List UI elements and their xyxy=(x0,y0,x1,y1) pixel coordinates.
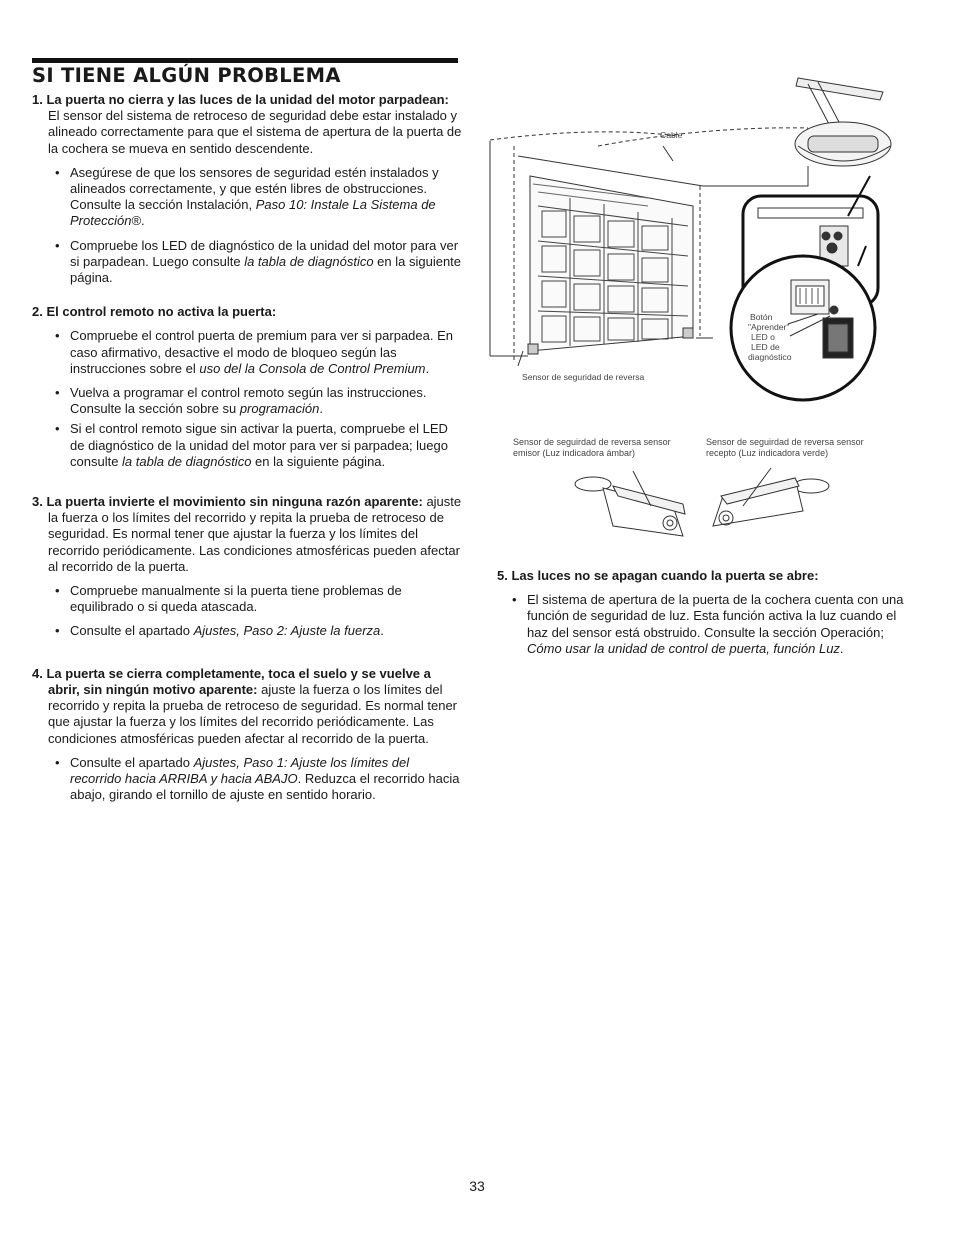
item-5 xyxy=(497,568,905,657)
bullet: • El sistema de apertura de la puerta de la cochera cuenta con una función de seguridad de luz. Esta función activa la luz cuando el haz del sensor está obstruido. Consulte la sección Operación; Cómo usar la unidad de control de puerta, función Luz. xyxy=(512,592,904,656)
bullet: • Consulte el apartado Ajustes, Paso 1: Ajuste los límites del recorrido hacia ARRIBA y hacia ABAJO. Reduzca el recorrido hacia abajo, girando el tornillo de ajuste en sentido horario. xyxy=(55,754,460,803)
label-sensor-reversa: Sensor de seguridad de reversa xyxy=(522,372,645,382)
caption-receiver: Sensor de seguirdad de reversa sensor recepto (Luz indicadora verde) xyxy=(706,437,864,458)
label-led-de: LED de xyxy=(751,342,780,352)
bullet: • Asegúrese de que los sensores de seguridad estén instalados y alineados correctamente, y que estén libres de obstrucciones. Consulte la sección Instalación, Paso 10: Instale La Sistema de Protección®. xyxy=(55,164,439,229)
label-aprender: "Aprender" xyxy=(748,322,790,332)
item-1 xyxy=(32,92,462,286)
right-column xyxy=(497,568,905,670)
item-heading: 4. La puerta se cierra completamente, toca el suelo y se vuelve a abrir, sin ningún motivo aparente: ajuste la fuerza o los límites del recorrido y repita la prueba de retroceso de seguridad. Es normal tener que ajustar la fuerza y los límites del recorrido periódicamente. Las condiciones atmosféricas pueden afectar al recorrido de la puerta. xyxy=(32,665,457,746)
left-column xyxy=(32,92,462,816)
bullet: • Compruebe el control puerta de premium para ver si parpadea. En caso afirmativo, desactive el modo de bloqueo según las instrucciones sobre el uso del la Consola de Control Premium. xyxy=(55,328,453,376)
bullet: • Vuelva a programar el control remoto según las instrucciones. Consulte la sección sobre su programación. xyxy=(55,385,427,417)
page-number: 33 xyxy=(469,1178,485,1194)
label-diagnostico: diagnóstico xyxy=(748,352,792,362)
item-heading: 2. El control remoto no activa la puerta: xyxy=(32,304,277,320)
caption-emitter: Sensor de seguirdad de reversa sensor emisor (Luz indicadora ámbar) xyxy=(513,437,671,458)
item-4 xyxy=(32,666,462,804)
bullet: • Consulte el apartado Ajustes, Paso 2: Ajuste la fuerza. xyxy=(55,623,384,639)
item-3 xyxy=(32,494,462,640)
item-heading: 3. La puerta invierte el movimiento sin ninguna razón aparente: ajuste la fuerza o los límites del recorrido y repita la prueba de retroceso de seguridad. Es normal tener que ajustar la fuerza y los límites del recorrido periódicamente. Las condiciones atmosféricas pueden afectar al recorrido de la puerta. xyxy=(32,494,462,574)
garage-door-illustration xyxy=(478,66,898,546)
label-boton: Botón xyxy=(750,312,773,322)
bullet: • Compruebe los LED de diagnóstico de la unidad del motor para ver si parpadean. Luego consulte la tabla de diagnóstico en la siguiente página. xyxy=(55,237,462,286)
item-heading: 1. La puerta no cierra y las luces de la unidad del motor parpadean: El sensor del sistema de retroceso de seguridad debe estar instalado y alineado correctamente para que el sistema de apertura de la puerta de la cochera se mueva en sentido descendente. xyxy=(32,92,462,156)
label-cable: Cable xyxy=(660,130,683,140)
bullet: • Si el control remoto sigue sin activar la puerta, compruebe el LED de diagnóstico de la unidad del motor para ver si parpadea; luego consulte la tabla de diagnóstico en la siguiente página. xyxy=(55,421,448,469)
bullet: • Compruebe manualmente si la puerta tiene problemas de equilibrado o si queda atascada. xyxy=(55,583,402,615)
page-title: SI TIENE ALGÚN PROBLEMA xyxy=(32,64,341,87)
title-rule xyxy=(32,58,458,63)
label-led-o: LED o xyxy=(751,332,775,342)
item-2 xyxy=(32,304,462,470)
item-heading: 5. Las luces no se apagan cuando la puerta se abre: xyxy=(497,568,819,583)
